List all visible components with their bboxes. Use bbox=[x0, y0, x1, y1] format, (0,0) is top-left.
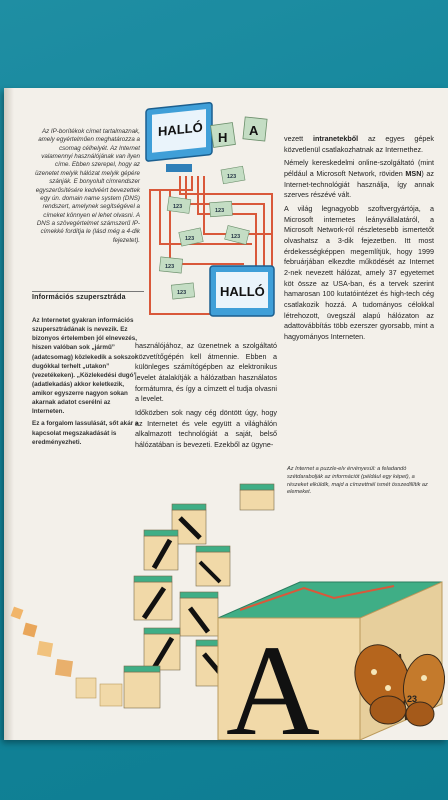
msn-term: MSN bbox=[405, 168, 422, 178]
receiver-screen-text: HALLÓ bbox=[220, 284, 265, 299]
sidebar-heading: Információs szupersztráda bbox=[32, 291, 144, 301]
microsoft-paragraph: A világ legnagyobb szoftvergyártója, a Microsoft internetes leányvállalatáról, a Microsoft Network-ról részletesebb ismertetőt olvashatsz a 3-dik fejezetben. Itt most érdekességképpen megemlítjük, hogy 1999 februárjában elkezdte működését az Internet 2-nek nevezett hálózat, amely 37 egyetemet köt össze az USA-ban, és a tervek szerint hamarosan 100 kutatóintézet és high-tech cég csatlakozik hozzá. A tudományos célokkal létrehozott, üvegszál alapú hálózaton az adattovábbítás több ezerszer gyorsabb, mint a hagyományos Interneten. bbox=[284, 203, 434, 341]
packet-7-label: 123 bbox=[177, 290, 187, 296]
packet-1 bbox=[221, 166, 245, 184]
packet-1-label: 123 bbox=[227, 174, 237, 180]
packet-2-label: 123 bbox=[173, 204, 183, 210]
receiver-computer bbox=[210, 266, 274, 316]
text-run: ) az Internet-technológiát használja, így annak szerves részévé vált. bbox=[284, 168, 435, 200]
text-run: az egyes gépek közvetlenül csatlakozhatnak az Internethez. bbox=[284, 134, 434, 154]
intranet-paragraph bbox=[284, 134, 434, 155]
big-letter-cube bbox=[218, 582, 448, 740]
puzzle-cube-illustration bbox=[4, 458, 448, 740]
sidebar-body bbox=[32, 316, 144, 450]
body-paragraph: Időközben sok nagy cég döntött úgy, hogy az Internetet és vele együtt a világhálón alkalmazott technológiát a saját, belső hálózatában is bevezeti. Ezekből az ügyne- bbox=[135, 407, 277, 449]
packet-5 bbox=[225, 226, 250, 245]
sender-screen-text: HALLÓ bbox=[158, 119, 203, 140]
letter-envelope-h bbox=[211, 123, 236, 148]
middle-column bbox=[135, 341, 277, 454]
letter-a: A bbox=[249, 123, 259, 138]
page-number: 23 bbox=[407, 694, 418, 704]
msn-paragraph bbox=[284, 158, 434, 201]
packet-6-label: 123 bbox=[165, 264, 175, 270]
letter-envelope-a bbox=[243, 117, 267, 141]
intranet-term: intranetekből bbox=[313, 134, 359, 143]
sidebar-paragraph: Ez a forgalom lassulását, sőt akár a kapcsolat megszakadását is eredményezheti. bbox=[32, 420, 139, 446]
sidebar-note: Az IP-borítékok címet tartalmaznak, amely egyértelműen meghatározza a csomag célhelyét. Az Internet valamennyi használójának van ilyen címe. Ebben szerepel, hogy az üzenetet melyik hálózat melyik gépére szánják. E bonyolult címrendszer egyszerűsítésére kedvéért bevezettek egy ún. domain name system (DNS) rendszert, amelynek segítségével a címeket könnyen el lehet olvasni. A DNS a szövegértelmet számszerű IP-címekké fordítja le (lásd még a 4-dik fejezetet). bbox=[35, 128, 140, 244]
packet-6 bbox=[159, 257, 182, 273]
big-letter-a: A bbox=[226, 619, 320, 740]
sidebar-paragraph: Az Internetet gyakran információs szupersztrádának is nevezik. Ez bizonyos értelemben jól elnevezés, hiszen valóban sok „jármű” (adatcsomag) közlekedik a sokszor dugókkal terhelt „utakon” (vezetékeken). „Közlekedési dugó” (adatlekadás) akkor keletkezik, amikor egyszerre nagyon sokan akarnak adatot cserélni az Interneten. bbox=[32, 317, 138, 416]
packet-7 bbox=[171, 283, 194, 299]
letter-h: H bbox=[218, 130, 228, 145]
text-run: vezett bbox=[284, 134, 314, 143]
right-column bbox=[284, 134, 434, 345]
tile-trail bbox=[11, 607, 122, 706]
body-paragraph: használójához, az üzenetnek a szolgáltató közvetítőgépén kell átmennie. Ebben a különleges számítógépben az elektronikus levelet átalakítják a hálózatban használatos formátumra, és így a címzett el tudja olvasni a levelet. bbox=[135, 341, 277, 404]
packet-3 bbox=[210, 201, 233, 217]
packet-4-label: 123 bbox=[185, 236, 195, 242]
packet-2 bbox=[167, 197, 191, 214]
packet-5-label: 123 bbox=[231, 234, 241, 240]
book-page bbox=[4, 88, 448, 740]
figure-caption: Az Internet a puzzle-elv érvényesül: a feladandó szétdarabolják az információt (például egy képet), a részeket elküldik, majd a címzettnél ismét összedillítik az elemeket. bbox=[287, 466, 428, 496]
packet-3-label: 123 bbox=[215, 208, 225, 214]
sender-computer bbox=[146, 102, 212, 172]
packet-network-illustration bbox=[140, 94, 280, 326]
text-run: Némely kereskedelmi online-szolgáltató (mint például a Microsoft Network, röviden bbox=[284, 158, 434, 178]
